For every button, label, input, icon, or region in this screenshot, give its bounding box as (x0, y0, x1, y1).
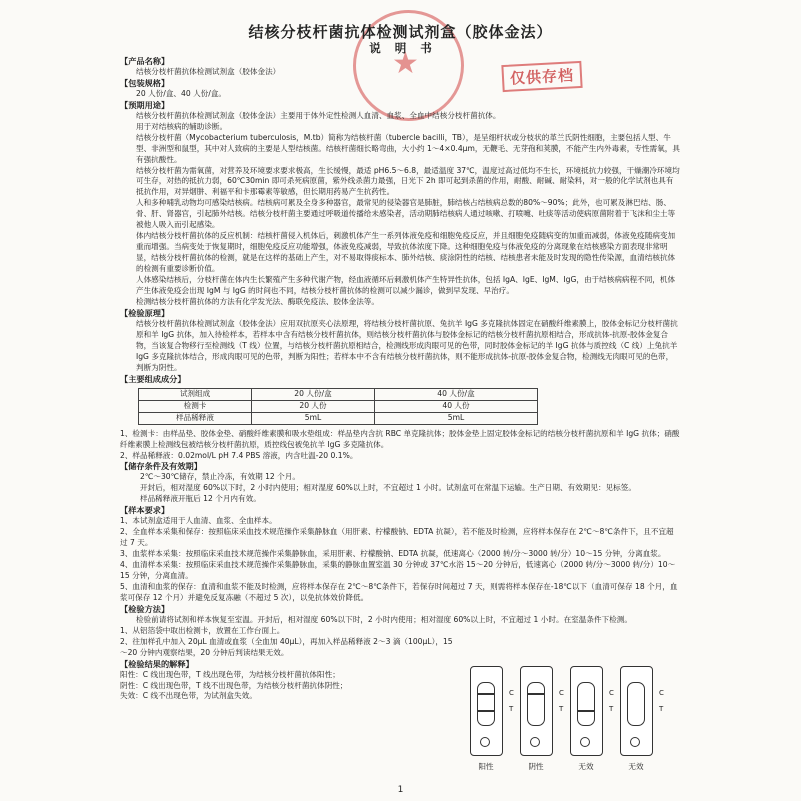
paragraph: 结核分枝杆菌抗体检测试剂盒（胶体金法）应用双抗原夹心法原理，将结核分枝杆菌抗原、兔抗羊 IgG 多克隆抗体固定在硝酸纤维素膜上，胶体金标记分枝杆菌抗原和羊 IgG 抗体，加入待检样本，若样本中含有结核分枝杆菌抗体，则结核分枝杆菌抗体与胶体金标记的结核分枝杆菌抗原相结合，形成抗体-抗原-胶体金复合物，当该复合物移行至检测线（T 线）位置，与结核分枝杆菌抗原相结合，检测线形成肉眼可见的色带，同时胶体金标记的羊 IgG 抗体与质控线（C 线）上兔抗羊 IgG 多克隆抗体结合，形成肉眼可见的色带，判断为阳性；若样本中不含有结核分枝杆菌抗体，则不能形成抗体-抗原-胶体金复合物，检测线无肉眼可见的色带，判断为阴性。 (136, 318, 678, 372)
table-row (139, 400, 538, 412)
t-label: T (509, 705, 514, 713)
strip-label-invalid-2: 无效 (628, 762, 644, 771)
paragraph: 2、全血样本采集和保存：按照临床采血技术规范操作采集静脉血（用肝素、柠檬酸钠、EDTA 抗凝），若不能及时检测，应将样本保存在 2℃～8℃条件下，且不宜超过 7 天。 (120, 527, 674, 548)
paragraph: 人和多种哺乳动物均可感染结核病。结核病可累及全身多种器官，最常见的侵染器官是肺脏，肺结核占结核病总数的80%～90%；此外，也可累及淋巴结、肠、骨、肝、肾器官，引起肺外结核。结核分枝杆菌主要通过呼吸道传播给未感染者，活动期肺结核病人通过咳嗽、打喷嚏、吐痰等活动使病原菌附着于飞沫和尘土等被他人吸入而引起感染。 (136, 198, 676, 230)
c-line (528, 693, 544, 695)
table-cell: 20 人份 (252, 400, 375, 412)
paragraph: 2、往加样孔中加入 20μL 血清或血浆（全血加 40μL），再加入样品稀释液 2～3 滴（100μL），15～20 分钟内观察结果，20 分钟后判读结果无效。 (120, 636, 453, 657)
table-cell: 检测卡 (139, 400, 252, 412)
section-heading: 【包装规格】 (120, 77, 170, 88)
paragraph: 1、从铝箔袋中取出检测卡，放置在工作台面上。 (120, 625, 285, 635)
paragraph: 5、血清和血浆的保存：血清和血浆不能及时检测，应将样本保存在 2℃～8℃条件下，若保存时间超过 7 天，则需将样本保存在-18℃以下（血清可保存 18 个月，血浆可保存 12 个月）并避免反复冻融（不超过 5 次），以免抗体效价降低。 (120, 581, 678, 602)
paragraph: 1、检测卡：由样品垫、胶体金垫、硝酸纤维素膜和吸水垫组成：样品垫内含抗 RBC 单克隆抗体；胶体金垫上固定胶体金标记的结核分枝杆菌抗原和羊 IgG 抗体；硝酸纤维素膜上检测线包被结核分枝杆菌抗原，质控线包被兔抗羊 IgG 多克隆抗体。 (120, 428, 680, 449)
c-label: C (659, 689, 664, 697)
paragraph: 结核分枝杆菌抗体检测试剂盒（胶体金法）主要用于体外定性检测人血清、血浆、全血中结核分枝杆菌抗体。 (136, 110, 501, 120)
t-label: T (609, 705, 614, 713)
document-title: 结核分枝杆菌抗体检测试剂盒（胶体金法） (248, 23, 553, 41)
t-line (578, 710, 594, 712)
table-cell: 样品稀释液 (139, 412, 252, 424)
paragraph: 阳性：C 线出现色带，T 线出现色带，为结核分枝杆菌抗体阳性； (120, 669, 340, 679)
sample-well-icon (530, 737, 540, 747)
t-label: T (659, 705, 664, 713)
result-window (477, 682, 495, 726)
section-heading: 【检验结果的解释】 (120, 658, 194, 669)
table-cell: 40 人份/盒 (375, 388, 538, 400)
strip-label-positive: 阳性 (478, 762, 494, 771)
paragraph: 用于对结核病的辅助诊断。 (136, 121, 228, 131)
paragraph: 体内结核分枝杆菌抗体的反应机制：结核杆菌侵入机体后，刺激机体产生一系列体液免疫和细胞免疫反应，并且细胞免疫随病变的加重而减弱，体液免疫随病变加重而增强。当病变处于恢复期时，细胞免疫反应功能增强，体液免疫减弱，导致抗体浓度下降。这种细胞免疫与体液免疫的分离现象在结核感染方面表现非常明显，结核分枝杆菌抗体的检测，就是在这样的基础上产生，对不易取得痰标本、肺外结核、痰涂阴性的结核、结核患者未能及时发现的隐性传染源，血清结核抗体的检测有重要诊断价值。 (136, 231, 676, 274)
test-strip-negative (520, 666, 564, 756)
page-number: 1 (397, 785, 404, 795)
paragraph: 人体感染结核后，分枝杆菌在体内生长繁殖产生多种代谢产物，经血液循环后刺激机体产生特异性抗体，包括 IgA、IgE、IgM、IgG，由于结核病病程不同，机体产生体液免疫会出现 IgM 与 IgG 的时间也不同，结核分枝杆菌抗体的检测可以减少漏诊，做到早发现、早治疗。 (136, 275, 676, 296)
paragraph: 样品稀释液开瓶后 12 个月内有效。 (140, 494, 261, 504)
section-heading: 【主要组成成分】 (120, 373, 186, 384)
strip-label-negative: 阴性 (528, 762, 544, 771)
table-cell: 5mL (252, 412, 375, 424)
table-row (139, 412, 538, 424)
seal-star-icon: ★ (392, 46, 419, 81)
paragraph: 结核分枝杆菌抗体检测试剂盒（胶体金法） (136, 66, 281, 76)
c-label: C (609, 689, 614, 697)
table-cell: 5mL (375, 412, 538, 424)
paragraph: 开封后，相对湿度 60%以下时，2 小时内使用；相对湿度 60%以上时，不宜超过 1 小时。试剂盒可在常温下运输。生产日期、有效期见：见标签。 (140, 483, 636, 493)
paragraph: 检验前请将试剂和样本恢复至室温。开封后，相对湿度 60%以下时，2 小时内使用；相对湿度 60%以上时，不宜超过 1 小时。在室温条件下检测。 (136, 614, 632, 624)
c-label: C (509, 689, 514, 697)
section-heading: 【样本要求】 (120, 505, 170, 516)
table-cell: 40 人份 (375, 400, 538, 412)
paragraph: 结核分枝杆菌（Mycobacterium tuberculosis，M.tb）简称为结核杆菌（tubercle bacilli，TB），是呈细杆状或分枝状的革兰氏阴性细胞，主要包括人型、牛型、非洲型和鼠型，其中对人致病的主要是人型结核菌。结核杆菌细长略弯曲，大小约 1～4×0.4μm，无鞭毛、无芽孢和荚膜，不能产生内外毒素，专性需氧，具有强抗酸性。 (136, 132, 680, 164)
table-cell: 20 人份/盒 (252, 388, 375, 400)
paragraph: 4、血清样本采集：按照临床采血技术规范操作采集静脉血，采集的静脉血置室温 30 分钟或 37℃水浴 15～20 分钟后，低速离心（2000 转/分～3000 转/分）10～15 分钟，分离血清。 (120, 560, 676, 580)
table-row (139, 388, 538, 400)
section-heading: 【产品名称】 (120, 56, 170, 66)
paragraph: 1、本试剂盒适用于人血清、血浆、全血样本。 (120, 516, 277, 526)
document-subtitle: 说 明 书 (369, 41, 432, 55)
paragraph: 2℃～30℃储存，禁止冷冻，有效期 12 个月。 (140, 472, 300, 482)
paragraph: 检测结核分枝杆菌抗体的方法有化学发光法、酶联免疫法、胶体金法等。 (136, 296, 379, 306)
composition-table (138, 388, 538, 425)
paragraph: 3、血浆样本采集：按照临床采血技术规范操作采集静脉血，采用肝素、柠檬酸钠、EDTA 抗凝，低速离心（2000 转/分～3000 转/分）10～15 分钟，分离血浆。 (120, 549, 666, 559)
section-heading: 【预期用途】 (120, 99, 170, 110)
paragraph: 20 人份/盒、40 人份/盒。 (136, 88, 227, 98)
result-window (527, 682, 545, 726)
section-heading: 【检验方法】 (120, 603, 170, 614)
sample-well-icon (630, 737, 640, 747)
document-body (120, 56, 680, 702)
test-strip-invalid-2 (620, 666, 664, 756)
section-heading: 【检验原理】 (120, 307, 170, 318)
t-line (478, 710, 494, 712)
strip-label-invalid-1: 无效 (578, 762, 594, 771)
result-window (577, 682, 595, 726)
sample-well-icon (580, 737, 590, 747)
sample-well-icon (480, 737, 490, 747)
archive-stamp: 仅供存档 (501, 61, 582, 92)
c-label: C (559, 689, 564, 697)
section-heading: 【储存条件及有效期】 (120, 461, 202, 472)
c-line (478, 693, 494, 695)
paragraph: 2、样品稀释液：0.02mol/L pH 7.4 PBS 溶液，内含吐温-20 0.1%。 (120, 450, 358, 460)
paragraph: 结核分枝杆菌为需氧菌，对营养及环境要求要求极高，生长缓慢，最适 pH6.5～6.8，最适温度 37℃，温度过高过低均不生长，环境抵抗力较强，干燥潮冷环境均可生存，对热的抵抗力弱，60℃30min 即可杀死病原菌，紫外线杀菌力最强，日光下 2h 即可起到杀菌的作用，耐酸、耐碱、耐染料，对一般的化学试剂也具有抵抗作用，对异烟肼、利福平和卡那霉素等敏感，但长期用药易产生抗药性。 (136, 165, 680, 197)
test-strip-invalid-1 (570, 666, 614, 756)
paragraph: 阴性：C 线出现色带，T 线不出现色带，为结核分枝杆菌抗体阴性； (120, 680, 348, 690)
t-label: T (559, 705, 564, 713)
test-strip-positive (470, 666, 514, 756)
result-window (627, 682, 645, 726)
paragraph: 失效：C 线不出现色带，为试剂盒失效。 (120, 691, 257, 701)
table-cell: 试剂组成 (139, 388, 252, 400)
